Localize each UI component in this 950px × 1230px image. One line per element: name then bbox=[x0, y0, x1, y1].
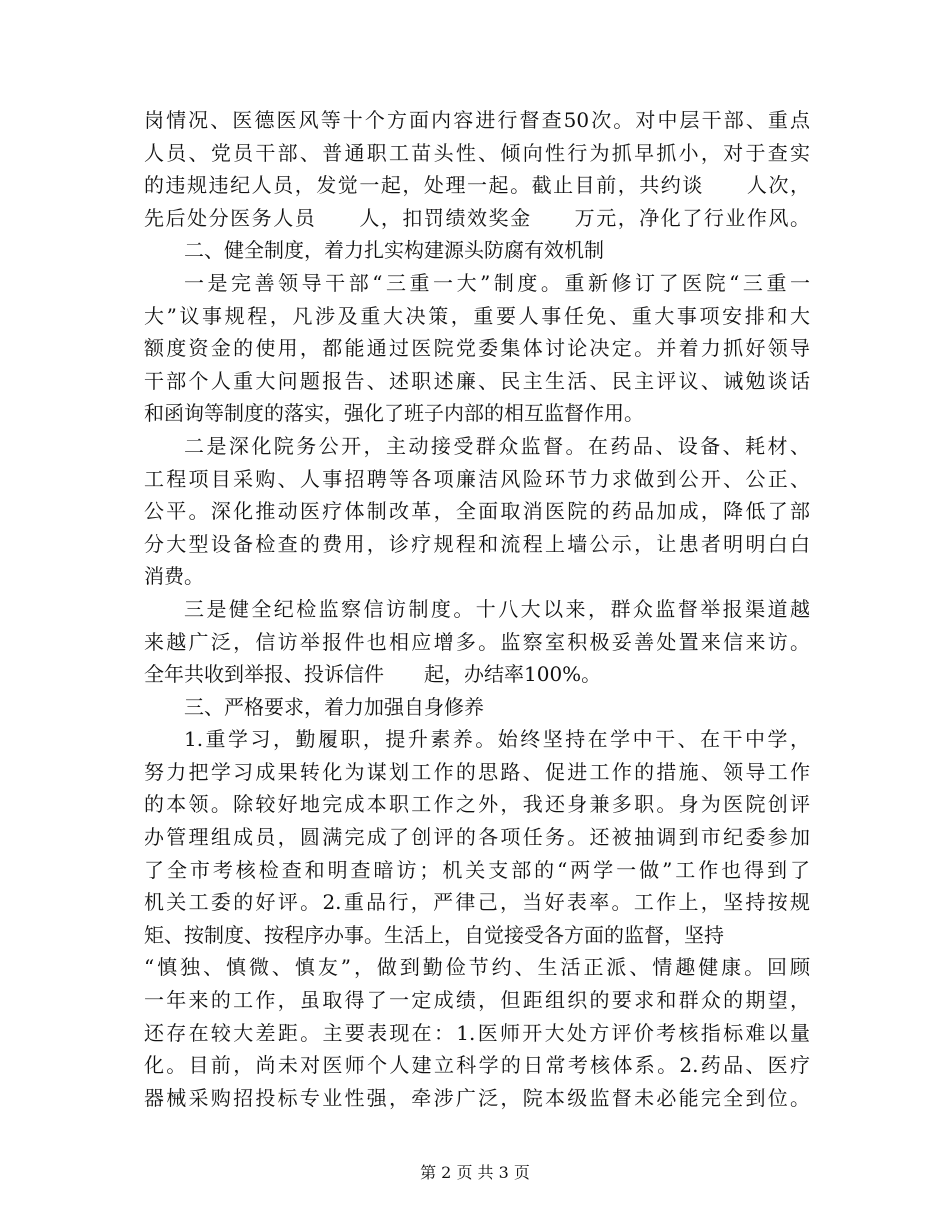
text-line: 办管理组成员，圆满完成了创评的各项任务。还被抽调到市纪委参加 bbox=[144, 825, 810, 850]
text-line: “慎独、慎微、慎友”，做到勤俭节约、生活正派、情趣健康。回顾 bbox=[144, 955, 810, 980]
text-line: 来越广泛，信访举报件也相应增多。监察室积极妥善处置来信来访。 bbox=[144, 629, 810, 654]
text-line: 三是健全纪检监察信访制度。十八大以来，群众监督举报渠道越 bbox=[184, 596, 810, 621]
page-footer: 第 2 页 共 3 页 bbox=[420, 1163, 530, 1182]
text-line: 干部个人重大问题报告、述职述廉、民主生活、民主评议、诫勉谈话 bbox=[144, 368, 810, 393]
text-line: 了全市考核检查和明查暗访；机关支部的“两学一做”工作也得到了 bbox=[144, 857, 810, 882]
text-line: 和函询等制度的落实，强化了班子内部的相互监督作用。 bbox=[144, 401, 644, 426]
text-line: 器械采购招投标专业性强，牵涉广泛，院本级监督未必能完全到位。 bbox=[144, 1085, 810, 1110]
text-line: 二是深化院务公开，主动接受群众监督。在药品、设备、耗材、 bbox=[184, 433, 810, 458]
text-line: 工程项目采购、人事招聘等各项廉洁风险环节力求做到公开、公正、 bbox=[144, 466, 810, 491]
text-line: 消费。 bbox=[144, 564, 204, 589]
text-line: 分大型设备检查的费用，诊疗规程和流程上墙公示，让患者明明白白 bbox=[144, 531, 810, 556]
text-line: 一年来的工作，虽取得了一定成绩，但距组织的要求和群众的期望， bbox=[144, 988, 810, 1013]
text-line: 先后处分医务人员 人，扣罚绩效奖金 万元，净化了行业作风。 bbox=[144, 205, 810, 230]
text-line: 人员、党员干部、普通职工苗头性、倾向性行为抓早抓小，对于查实 bbox=[144, 140, 810, 165]
text-line: 公平。深化推动医疗体制改革，全面取消医院的药品加成，降低了部 bbox=[144, 499, 810, 524]
text-line: 的违规违纪人员，发觉一起，处理一起。截止目前，共约谈 人次， bbox=[144, 173, 810, 198]
text-line: 机关工委的好评。2.重品行，严律己，当好表率。工作上，坚持按规 bbox=[144, 890, 810, 915]
text-line: 的本领。除较好地完成本职工作之外，我还身兼多职。身为医院创评 bbox=[144, 792, 810, 817]
text-line: 二、健全制度，着力扎实构建源头防腐有效机制 bbox=[184, 238, 604, 263]
text-line: 大”议事规程，凡涉及重大决策，重要人事任免、重大事项安排和大 bbox=[144, 303, 810, 328]
text-line: 1.重学习，勤履职，提升素养。始终坚持在学中干、在干中学， bbox=[184, 727, 810, 752]
text-line: 努力把学习成果转化为谋划工作的思路、促进工作的措施、领导工作 bbox=[144, 759, 810, 784]
text-line: 额度资金的使用，都能通过医院党委集体讨论决定。并着力抓好领导 bbox=[144, 336, 810, 361]
text-line: 矩、按制度、按程序办事。生活上，自觉接受各方面的监督，坚持 bbox=[144, 922, 724, 947]
text-line: 三、严格要求，着力加强自身修养 bbox=[184, 694, 484, 719]
text-line: 岗情况、医德医风等十个方面内容进行督查50次。对中层干部、重点 bbox=[144, 108, 810, 132]
document-body bbox=[144, 104, 810, 1114]
text-line: 一是完善领导干部“三重一大”制度。重新修订了医院“三重一 bbox=[184, 270, 810, 295]
text-line: 全年共收到举报、投诉信件 起，办结率100%。 bbox=[144, 662, 602, 687]
text-line: 还存在较大差距。主要表现在：1.医师开大处方评价考核指标难以量 bbox=[144, 1020, 810, 1045]
text-line: 化。目前，尚未对医师个人建立科学的日常考核体系。2.药品、医疗 bbox=[144, 1053, 810, 1078]
